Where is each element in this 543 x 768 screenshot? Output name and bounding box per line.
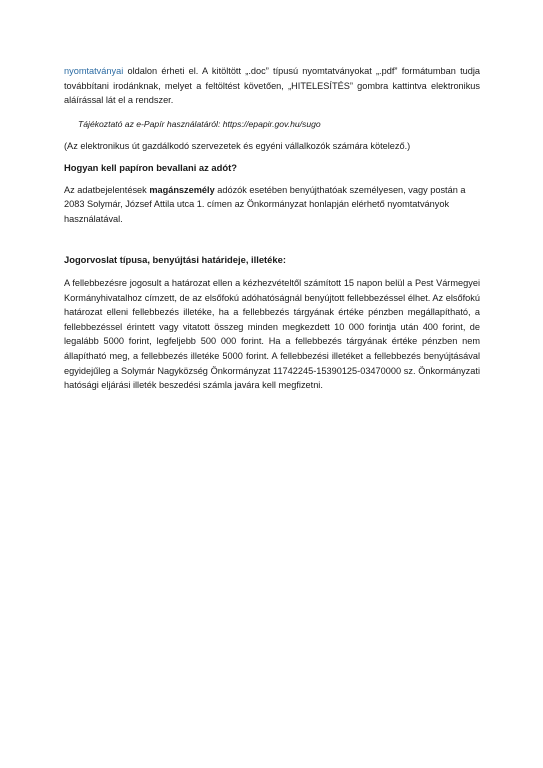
paragraph-forms-upload-text: oldalon érheti el. A kitöltött „.doc” típusú nyomtatványokat „.pdf” formátumban tudja továbbítani irodánknak, melyet a feltöltést követően, „HITELESÍTÉS” gombra kattintva elektronikus aláírással lát el a rendszer. <box>64 66 480 106</box>
paragraph-paper-filing-bold: magánszemély <box>149 184 215 195</box>
forms-link[interactable]: nyomtatványai <box>64 66 124 76</box>
electronic-mandatory-note: (Az elektronikus út gazdálkodó szervezetek és egyéni vállalkozók számára kötelező.) <box>64 141 411 152</box>
paragraph-forms-upload <box>64 64 480 108</box>
paragraph-paper-filing <box>64 183 480 227</box>
document-body <box>64 64 480 393</box>
paragraph-paper-filing-start: Az adatbejelentések <box>64 184 150 195</box>
paragraph-paper-filing-end: adózók esetében benyújthatóak személyesen, vagy postán a 2083 Solymár, József Attila utca 1. címen az Önkormányzat honlapján elérhető nyomtatványok használatával. <box>64 184 466 224</box>
epapir-info-note: Tájékoztató az e-Papír használatáról: https://epapir.gov.hu/sugo <box>78 118 321 129</box>
heading-legal-remedy: Jogorvoslat típusa, benyújtási határideje, illetéke: <box>64 254 286 266</box>
heading-paper-filing: Hogyan kell papíron bevallani az adót? <box>64 161 237 173</box>
paragraph-legal-remedy: A fellebbezésre jogosult a határozat ellen a kézhezvételtől számított 15 napon belül a Pest Vármegyei Kormányhivatalhoz címzett, de az elsőfokú adóhatóságnál benyújtott fellebbezéssel élhet. Az elsőfokú határozat elleni fellebbezés illetéke, ha a fellebbezés tárgyának értéke pénzben megállapítható, a fellebbezéssel érintett vagy vitatott összeg minden megkezdett 10 000 forintja után 400 forint, de legalább 5000 forint, legfeljebb 500 000 forint. Ha a fellebbezés tárgyának értéke pénzben nem állapítható meg, a fellebbezés illetéke 5000 forint. A fellebbezési illetéket a fellebbezés benyújtásával egyidejűleg a Solymár Nagyközség Önkormányzat 11742245-15390125-03470000 sz. Önkormányzati hatósági eljárási illeték beszedési számla javára kell megfizetni. <box>64 277 480 391</box>
